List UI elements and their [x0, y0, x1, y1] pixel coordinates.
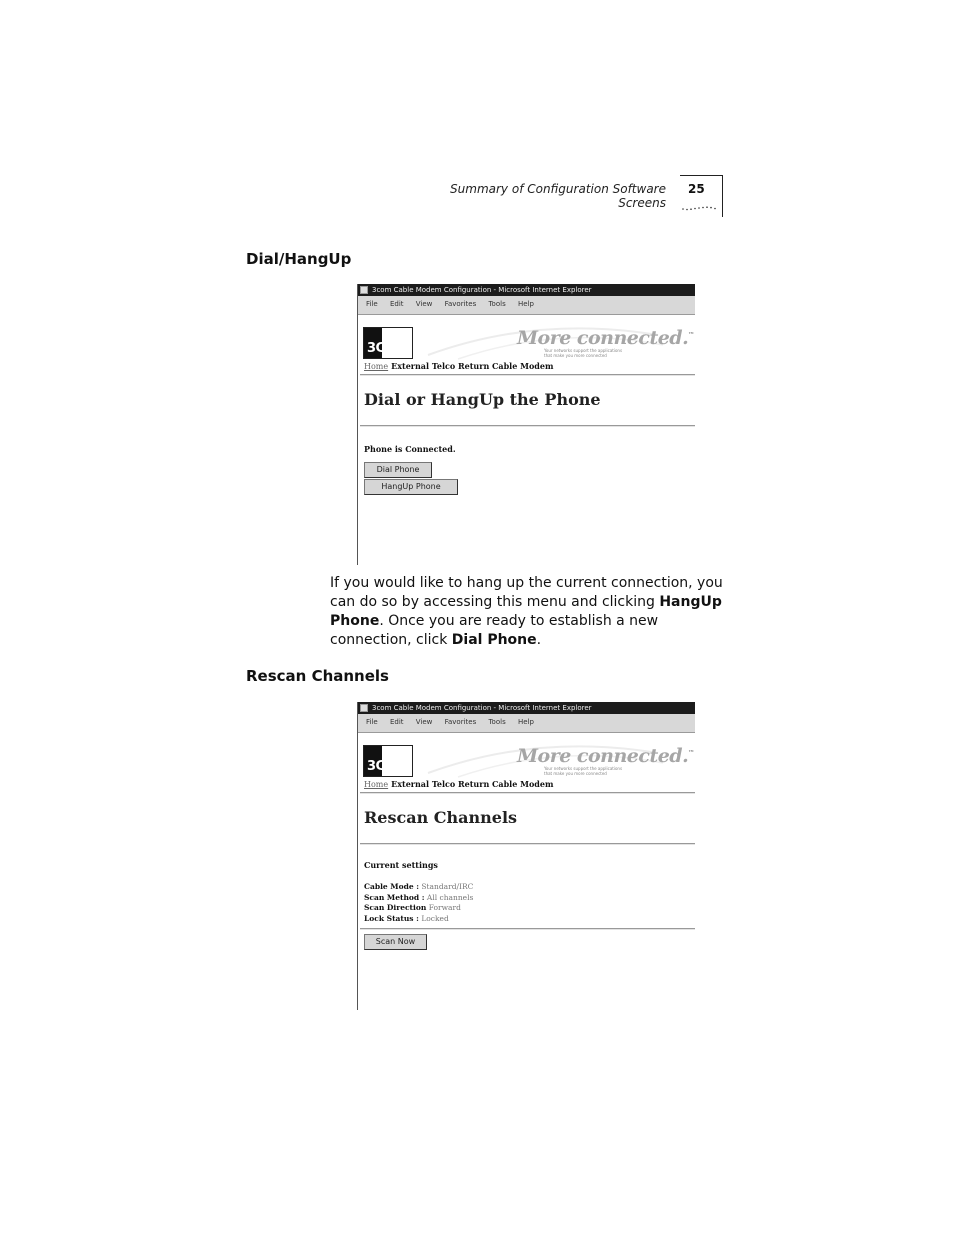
breadcrumb: [358, 779, 695, 790]
hangup-phone-emphasis: HangUp Phone: [330, 594, 722, 629]
page-title: Rescan Channels: [364, 808, 518, 827]
page-dots-decoration: [681, 202, 717, 212]
page-content: [358, 733, 695, 970]
window-title: 3com Cable Modem Configuration - Microsoft Internet Explorer: [372, 286, 592, 294]
page-title: Dial or HangUp the Phone: [364, 390, 601, 409]
menu-file[interactable]: File: [366, 300, 378, 308]
current-settings-heading: Current settings: [364, 860, 438, 870]
menu-help[interactable]: Help: [517, 718, 534, 726]
breadcrumb-current: External Telco Return Cable Modem: [391, 361, 554, 371]
setting-cable-mode: Cable Mode : Standard/IRC: [364, 882, 474, 891]
menu-favorites[interactable]: Favorites: [444, 300, 477, 308]
menu-help[interactable]: Help: [517, 300, 534, 308]
current-settings-list: [358, 882, 695, 924]
setting-scan-method: Scan Method : All channels: [364, 892, 474, 902]
ie-app-icon: [360, 286, 368, 294]
menu-edit[interactable]: Edit: [389, 718, 404, 726]
tagline-text: More connected.: [517, 327, 689, 349]
tagline-subtext: Your networks support the applications that make you more connected: [544, 766, 623, 776]
dial-phone-emphasis: Dial Phone: [451, 632, 537, 648]
brand-banner: [358, 733, 695, 779]
divider: [360, 792, 695, 794]
page-content: [358, 315, 695, 514]
menu-bar: [358, 714, 695, 733]
tagline-trademark: ™: [688, 331, 694, 339]
breadcrumb-home-link[interactable]: Home: [364, 780, 389, 789]
menu-view[interactable]: View: [415, 718, 433, 726]
tagline-text: More connected.: [517, 745, 689, 767]
tagline-trademark: ™: [688, 749, 694, 757]
window-titlebar: [358, 284, 695, 296]
tagline-subtext: Your networks support the applications that make you more connected: [544, 348, 623, 358]
menu-view[interactable]: View: [415, 300, 433, 308]
menu-file[interactable]: File: [366, 718, 378, 726]
breadcrumb: [358, 361, 695, 372]
menu-tools[interactable]: Tools: [488, 718, 506, 726]
setting-scan-direction: Scan Direction Forward: [364, 903, 461, 912]
hangup-phone-button[interactable]: HangUp Phone: [364, 479, 458, 495]
divider: [360, 425, 695, 427]
3com-logo-text: 3Com: [367, 341, 407, 356]
page-number: 25: [688, 182, 705, 196]
rescan-screenshot: [357, 702, 695, 1010]
breadcrumb-home-link[interactable]: Home: [364, 362, 389, 371]
tagline: [517, 327, 694, 349]
tagline: [517, 745, 694, 767]
breadcrumb-current: External Telco Return Cable Modem: [391, 779, 554, 789]
brand-banner: [358, 315, 695, 361]
connection-status: Phone is Connected.: [364, 444, 456, 454]
ie-app-icon: [360, 704, 368, 712]
dial-phone-button[interactable]: Dial Phone: [364, 462, 432, 478]
scan-now-button[interactable]: Scan Now: [364, 934, 427, 950]
section-heading-dial: Dial/HangUp: [246, 250, 352, 268]
section-heading-rescan: Rescan Channels: [246, 667, 389, 685]
menu-favorites[interactable]: Favorites: [444, 718, 477, 726]
3com-logo: [363, 745, 413, 777]
body-paragraph: If you would like to hang up the current connection, you can do so by accessing this menu and clicking HangUp Phone. Once you are ready to establish a new connection, click Dial Phone.: [330, 575, 723, 648]
divider: [360, 374, 695, 376]
menu-edit[interactable]: Edit: [389, 300, 404, 308]
menu-tools[interactable]: Tools: [488, 300, 506, 308]
window-titlebar: [358, 702, 695, 714]
dial-screenshot: [357, 284, 695, 565]
3com-logo: [363, 327, 413, 359]
menu-bar: [358, 296, 695, 315]
window-title: 3com Cable Modem Configuration - Microsoft Internet Explorer: [372, 704, 592, 712]
setting-lock-status: Lock Status : Locked: [364, 913, 449, 923]
running-head-title: Summary of Configuration Software Screens: [450, 182, 666, 210]
divider: [360, 843, 695, 845]
3com-logo-text: 3Com: [367, 759, 407, 774]
